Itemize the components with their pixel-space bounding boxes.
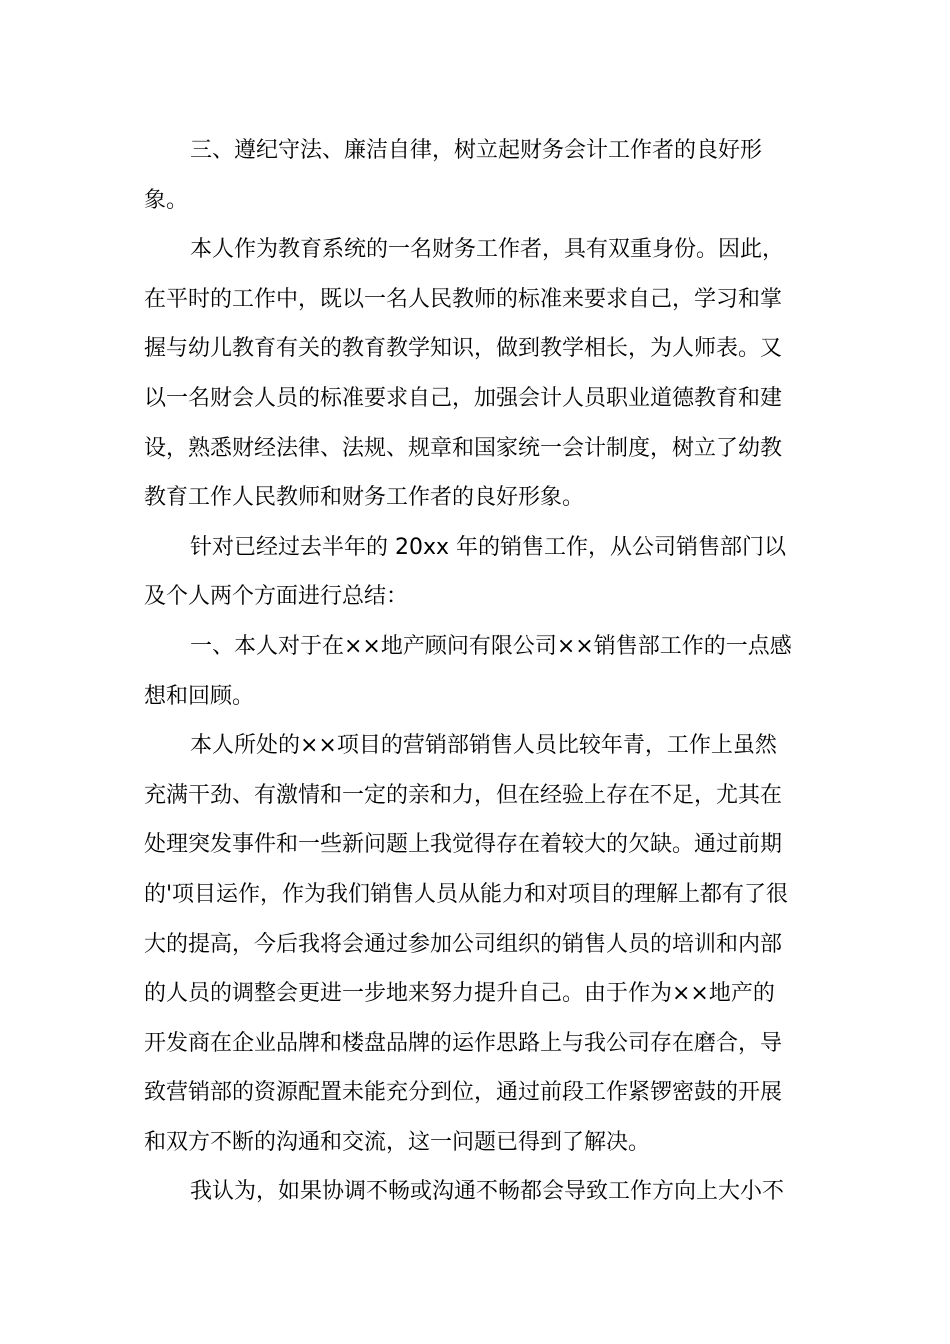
paragraph-line: 开发商在企业品牌和楼盘品牌的运作思路上与我公司存在磨合，导 xyxy=(144,1030,783,1056)
paragraph-line: 处理突发事件和一些新问题上我觉得存在着较大的欠缺。通过前期 xyxy=(144,832,783,858)
paragraph-line: 及个人两个方面进行总结： xyxy=(144,584,409,610)
paragraph-line: 握与幼儿教育有关的教育教学知识，做到教学相长，为人师表。又 xyxy=(144,336,783,362)
paragraph-line: 充满干劲、有激情和一定的亲和力，但在经验上存在不足，尤其在 xyxy=(144,782,783,808)
paragraph-line: 想和回顾。 xyxy=(144,683,255,709)
paragraph-line: 本人所处的××项目的营销部销售人员比较年青，工作上虽然 xyxy=(190,733,777,759)
paragraph-line: 的人员的调整会更进一步地来努力提升自己。由于作为××地产的 xyxy=(144,981,775,1007)
paragraph-line: 本人作为教育系统的一名财务工作者，具有双重身份。因此， xyxy=(190,237,785,263)
paragraph-line: 致营销部的资源配置未能充分到位，通过前段工作紧锣密鼓的开展 xyxy=(144,1080,783,1106)
paragraph-line: 的'项目运作，作为我们销售人员从能力和对项目的理解上都有了很 xyxy=(144,881,789,907)
paragraph-line: 针对已经过去半年的 20xx 年的销售工作，从公司销售部门以 xyxy=(190,534,787,560)
paragraph-line: 设，熟悉财经法律、法规、规章和国家统一会计制度，树立了幼教 xyxy=(144,435,783,461)
paragraph-line: 一、本人对于在××地产顾问有限公司××销售部工作的一点感 xyxy=(190,633,792,659)
paragraph-line: 在平时的工作中，既以一名人民教师的标准来要求自己，学习和掌 xyxy=(144,286,783,312)
paragraph-line: 以一名财会人员的标准要求自己，加强会计人员职业道德教育和建 xyxy=(144,385,783,411)
paragraph-line: 和双方不断的沟通和交流，这一问题已得到了解决。 xyxy=(144,1129,651,1155)
document-body xyxy=(144,126,808,1217)
paragraph-line: 象。 xyxy=(144,187,189,213)
paragraph-line: 大的提高，今后我将会通过参加公司组织的销售人员的培训和内部 xyxy=(144,931,783,957)
paragraph-line: 三、遵纪守法、廉洁自律，树立起财务会计工作者的良好形 xyxy=(190,138,763,163)
paragraph-line: 我认为，如果协调不畅或沟通不畅都会导致工作方向上大小不 xyxy=(190,1179,785,1205)
paragraph-line: 教育工作人民教师和财务工作者的良好形象。 xyxy=(144,485,585,511)
